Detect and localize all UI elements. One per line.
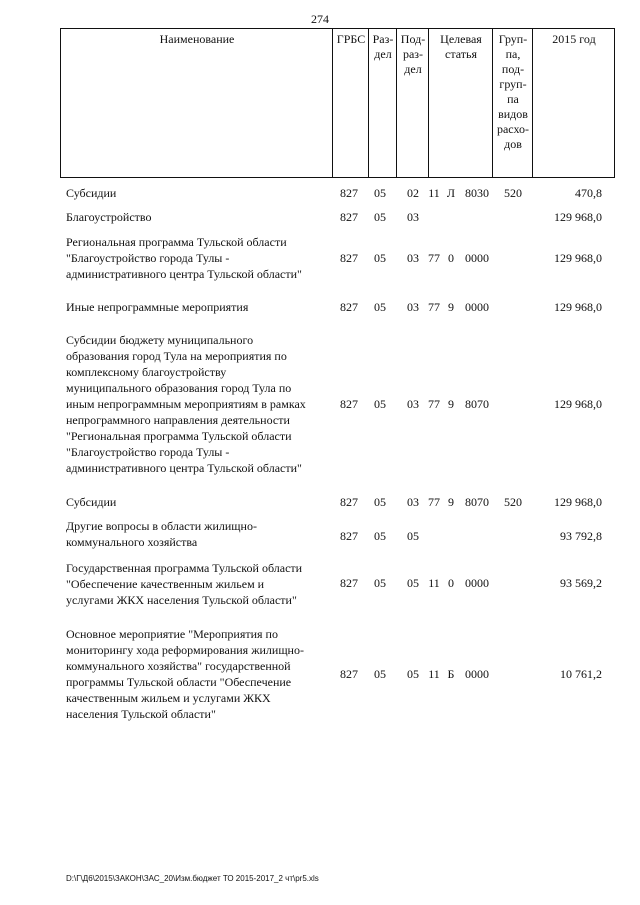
- row-grbs: 827: [340, 576, 358, 590]
- row-grbs: 827: [340, 397, 358, 411]
- header-vr-line: па: [507, 92, 519, 106]
- row-grbs: 827: [340, 667, 358, 681]
- file-path-footer: D:\Г\Д6\2015\ЗАКОН\ЗАС_20\Изм.бюджет ТО 2015-2017_2 чт\pr5.xls: [66, 874, 319, 883]
- row-target-subprogram: Л: [446, 186, 456, 200]
- header-divider: [368, 28, 369, 178]
- row-razdel: 05: [374, 210, 386, 224]
- row-name-line: населения Тульской области": [66, 707, 216, 721]
- row-target-direction: 8070: [465, 495, 489, 509]
- header-target-line: статья: [445, 47, 477, 61]
- row-target-program: 11: [428, 667, 440, 681]
- header-vr-line: видов: [498, 107, 528, 121]
- row-name: [66, 332, 336, 476]
- row-name-line: "Региональная программа Тульской области: [66, 429, 292, 443]
- header-vr-line: груп-: [499, 77, 527, 91]
- header-year-text: 2015 год: [552, 32, 596, 46]
- row-razdel: 05: [374, 397, 386, 411]
- row-amount: 129 968,0: [554, 300, 602, 314]
- row-podrazdel: 03: [407, 251, 419, 265]
- row-amount: 470,8: [575, 186, 602, 200]
- row-name-line: Субсидии: [66, 186, 117, 200]
- row-razdel: 05: [374, 495, 386, 509]
- row-name-line: программы Тульской области "Обеспечение: [66, 675, 292, 689]
- row-name-line: коммунального хозяйства: [66, 535, 198, 549]
- row-target-direction: 0000: [465, 667, 489, 681]
- header-vr-line: расхо-: [496, 122, 530, 136]
- row-podrazdel: 03: [407, 495, 419, 509]
- row-amount: 93 569,2: [560, 576, 602, 590]
- row-name: [66, 560, 336, 608]
- row-name-line: качественным жильем и услугами ЖКХ: [66, 691, 271, 705]
- row-name: [66, 494, 336, 510]
- row-razdel: 05: [374, 576, 386, 590]
- header-razdel-line: Раз-: [372, 32, 394, 46]
- header-name: [61, 29, 333, 177]
- row-target-direction: 0000: [465, 300, 489, 314]
- row-expense-type: 520: [504, 495, 522, 509]
- row-podrazdel: 03: [407, 300, 419, 314]
- row-amount: 129 968,0: [554, 397, 602, 411]
- header-podrazdel-line: дел: [404, 62, 422, 76]
- row-name-line: "Благоустройство города Тулы -: [66, 445, 230, 459]
- header-grbs-text: ГРБС: [336, 32, 366, 46]
- row-target-program: 11: [428, 186, 440, 200]
- header-divider: [428, 28, 429, 178]
- row-target-program: 77: [428, 300, 440, 314]
- row-razdel: 05: [374, 529, 386, 543]
- row-name-line: "Обеспечение качественным жильем и: [66, 577, 265, 591]
- header-divider: [396, 28, 397, 178]
- row-name-line: иным непрограммным мероприятиям в рамках: [66, 397, 306, 411]
- row-target-program: 77: [428, 495, 440, 509]
- row-podrazdel: 05: [407, 529, 419, 543]
- row-target-subprogram: Б: [447, 667, 455, 681]
- row-grbs: 827: [340, 186, 358, 200]
- row-amount: 129 968,0: [554, 495, 602, 509]
- page-number: 274: [311, 12, 329, 26]
- row-name-line: административного центра Тульской области": [66, 267, 302, 281]
- row-name-line: Основное мероприятие "Мероприятия по: [66, 627, 278, 641]
- row-target-program: 11: [428, 576, 440, 590]
- row-expense-type: 520: [504, 186, 522, 200]
- header-razdel-line: дел: [374, 47, 392, 61]
- row-target-direction: 0000: [465, 576, 489, 590]
- row-amount: 129 968,0: [554, 251, 602, 265]
- row-razdel: 05: [374, 186, 386, 200]
- row-name-line: образования город Тула на мероприятия по: [66, 349, 287, 363]
- row-name-line: муниципального образования город Тула по: [66, 381, 292, 395]
- header-grbs: [333, 29, 369, 177]
- row-podrazdel: 02: [407, 186, 419, 200]
- row-razdel: 05: [374, 300, 386, 314]
- header-razdel: [369, 29, 397, 177]
- row-podrazdel: 05: [407, 576, 419, 590]
- header-vr-line: под-: [501, 62, 525, 76]
- row-name-line: Иные непрограммные мероприятия: [66, 300, 249, 314]
- row-razdel: 05: [374, 251, 386, 265]
- row-name: [66, 518, 336, 550]
- header-vr-line: дов: [504, 137, 522, 151]
- row-name-line: услугами ЖКХ населения Тульской области": [66, 593, 297, 607]
- row-podrazdel: 03: [407, 210, 419, 224]
- row-target-direction: 8030: [465, 186, 489, 200]
- row-name-line: Благоустройство: [66, 210, 152, 224]
- row-grbs: 827: [340, 529, 358, 543]
- row-name-line: административного центра Тульской области": [66, 461, 302, 475]
- row-target-subprogram: 0: [448, 251, 454, 265]
- row-grbs: 827: [340, 300, 358, 314]
- header-target-line: Целевая: [440, 32, 482, 46]
- row-amount: 129 968,0: [554, 210, 602, 224]
- row-name-line: Другие вопросы в области жилищно-: [66, 519, 257, 533]
- row-name-line: "Благоустройство города Тулы -: [66, 251, 230, 265]
- row-name-line: коммунального хозяйства" государственной: [66, 659, 291, 673]
- header-name-text: Наименование: [159, 32, 235, 46]
- row-podrazdel: 03: [407, 397, 419, 411]
- header-divider: [532, 28, 533, 178]
- row-name-line: Субсидии: [66, 495, 117, 509]
- row-name: [66, 209, 336, 225]
- row-target-direction: 8070: [465, 397, 489, 411]
- header-target: [429, 29, 493, 177]
- row-name-line: Региональная программа Тульской области: [66, 235, 287, 249]
- row-razdel: 05: [374, 667, 386, 681]
- header-divider: [332, 28, 333, 178]
- header-podrazdel: [397, 29, 429, 177]
- header-podrazdel-line: раз-: [402, 47, 424, 61]
- row-name: [66, 234, 336, 282]
- row-name: [66, 626, 336, 722]
- row-target-subprogram: 9: [448, 397, 454, 411]
- row-name-line: комплексному благоустройству: [66, 365, 227, 379]
- row-target-program: 77: [428, 251, 440, 265]
- row-podrazdel: 05: [407, 667, 419, 681]
- header-divider: [492, 28, 493, 178]
- row-name: [66, 185, 336, 201]
- row-grbs: 827: [340, 251, 358, 265]
- row-target-subprogram: 9: [448, 300, 454, 314]
- row-name-line: Государственная программа Тульской области: [66, 561, 303, 575]
- row-amount: 93 792,8: [560, 529, 602, 543]
- row-amount: 10 761,2: [560, 667, 602, 681]
- header-vr: [493, 29, 533, 177]
- header-podrazdel-line: Под-: [400, 32, 426, 46]
- row-target-direction: 0000: [465, 251, 489, 265]
- row-target-subprogram: 0: [448, 576, 454, 590]
- row-grbs: 827: [340, 495, 358, 509]
- row-target-program: 77: [428, 397, 440, 411]
- row-name-line: непрограммного направления деятельности: [66, 413, 290, 427]
- row-grbs: 827: [340, 210, 358, 224]
- row-name: [66, 299, 336, 315]
- header-vr-line: Груп-: [498, 32, 528, 46]
- row-name-line: мониторингу хода реформирования жилищно-: [66, 643, 304, 657]
- header-year: [533, 29, 615, 177]
- row-name-line: Субсидии бюджету муниципального: [66, 333, 254, 347]
- row-target-subprogram: 9: [448, 495, 454, 509]
- header-vr-line: па,: [505, 47, 521, 61]
